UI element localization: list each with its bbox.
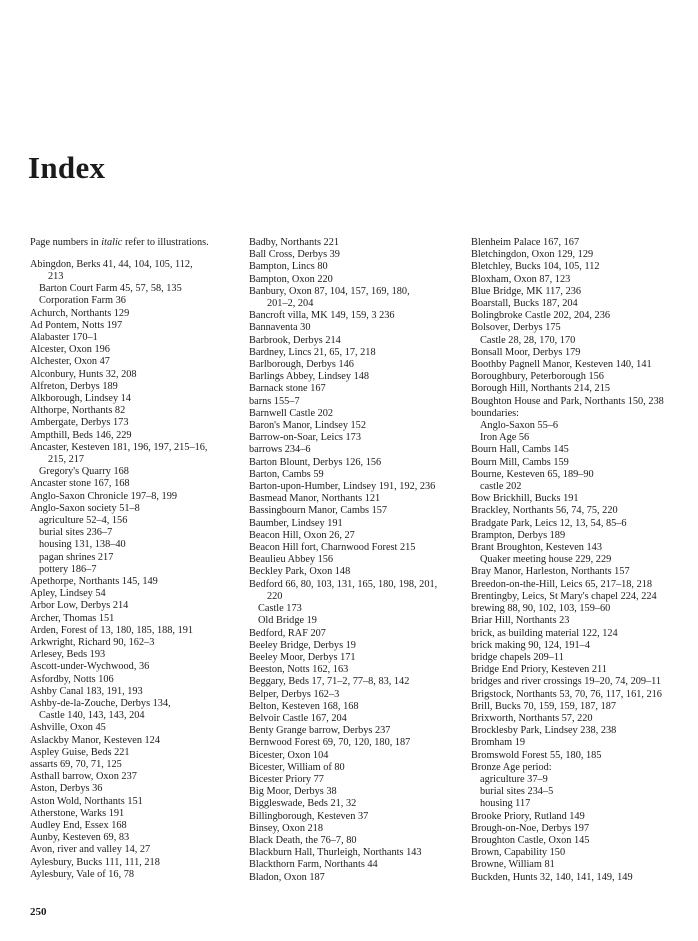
index-entry: Beeston, Notts 162, 163 xyxy=(249,664,349,676)
index-subentry: Old Bridge 19 xyxy=(258,615,317,627)
index-entry: Bampton, Oxon 220 xyxy=(249,273,333,285)
index-entry: Bromswold Forest 55, 180, 185 xyxy=(471,749,602,761)
index-entry: Bourn Hall, Cambs 145 xyxy=(471,444,569,456)
index-column-1 xyxy=(30,237,240,881)
note-prefix: Page numbers in xyxy=(30,237,102,248)
index-entry: Brentingby, Leics, St Mary's chapel 224, 224 xyxy=(471,590,657,602)
index-entry: Browne, William 81 xyxy=(471,859,555,871)
index-entry: Alfreton, Derbys 189 xyxy=(30,380,118,392)
index-entry: Blackthorn Farm, Northants 44 xyxy=(249,859,378,871)
index-entry: brick, as building material 122, 124 xyxy=(471,627,618,639)
index-entry: Bannaventa 30 xyxy=(249,322,311,334)
index-entry: Ampthill, Beds 146, 229 xyxy=(30,429,132,441)
index-entry: Apethorpe, Northants 145, 149 xyxy=(30,575,158,587)
index-entry: Alconbury, Hunts 32, 208 xyxy=(30,368,137,380)
index-entry: Bernwood Forest 69, 70, 120, 180, 187 xyxy=(249,737,411,749)
index-entry: Barton Blount, Derbys 126, 156 xyxy=(249,456,382,468)
index-entry: Achurch, Northants 129 xyxy=(30,307,130,319)
index-entry: barrows 234–6 xyxy=(249,444,311,456)
index-entry: Bardney, Lincs 21, 65, 17, 218 xyxy=(249,346,376,358)
index-entry: Arden, Forest of 13, 180, 185, 188, 191 xyxy=(30,624,194,636)
index-entry: boundaries: xyxy=(471,407,520,419)
index-entry: Boarstall, Bucks 187, 204 xyxy=(471,298,578,310)
index-subentry: Iron Age 56 xyxy=(480,432,530,444)
index-entry: Archer, Thomas 151 xyxy=(30,612,115,624)
index-subentry: 213 xyxy=(48,270,64,282)
index-entry: Apley, Lindsey 54 xyxy=(30,588,106,600)
index-entry: Barnwell Castle 202 xyxy=(249,407,334,419)
index-entry: Bancroft villa, MK 149, 159, 3 236 xyxy=(249,310,395,322)
index-subentry: housing 117 xyxy=(480,798,531,810)
index-entries-col-1 xyxy=(30,259,240,881)
index-entry: Ashby Canal 183, 191, 193 xyxy=(30,685,143,697)
index-entry: Ascott-under-Wychwood, 36 xyxy=(30,661,150,673)
index-entry: Bridge End Priory, Kesteven 211 xyxy=(471,664,607,676)
index-entry: Belper, Derbys 162–3 xyxy=(249,688,340,700)
index-entry: Brigstock, Northants 53, 70, 76, 117, 161, 216 xyxy=(471,688,662,700)
index-entry: Brill, Bucks 70, 159, 159, 187, 187 xyxy=(471,700,617,712)
index-entry: Broughton Castle, Oxon 145 xyxy=(471,834,590,846)
index-column-3 xyxy=(471,237,681,884)
index-entry: Audley End, Essex 168 xyxy=(30,820,127,832)
index-entry: Arkwright, Richard 90, 162–3 xyxy=(30,637,155,648)
index-entry: Bicester Priory 77 xyxy=(249,773,324,785)
index-entry: Breedon-on-the-Hill, Leics 65, 217–18, 218 xyxy=(471,578,653,590)
index-entry: Beeley Moor, Derbys 171 xyxy=(249,651,356,663)
index-entry: Benty Grange barrow, Derbys 237 xyxy=(249,725,391,737)
index-entry: brick making 90, 124, 191–4 xyxy=(471,639,590,651)
index-entry: Brampton, Derbys 189 xyxy=(471,529,566,541)
index-subentry: castle 202 xyxy=(480,481,522,493)
index-subentry: agriculture 37–9 xyxy=(480,773,548,785)
index-entry: Aunby, Kesteven 69, 83 xyxy=(30,832,130,844)
index-entry: Anglo-Saxon society 51–8 xyxy=(30,502,140,514)
index-entry: brewing 88, 90, 102, 103, 159–60 xyxy=(471,603,611,615)
page-title: Index xyxy=(28,150,106,185)
index-entry: Alkborough, Lindsey 14 xyxy=(30,392,131,404)
index-subentry: burial sites 234–5 xyxy=(480,786,554,798)
index-entry: Baumber, Lindsey 191 xyxy=(249,517,343,529)
index-entry: Billingborough, Kesteven 37 xyxy=(249,810,369,822)
index-subentry: burial sites 236–7 xyxy=(39,527,113,539)
index-entry: Beacon Hill fort, Charnwood Forest 215 xyxy=(249,542,416,554)
index-entry: Barton-upon-Humber, Lindsey 191, 192, 236 xyxy=(249,481,436,493)
index-entry: Aslackby Manor, Kesteven 124 xyxy=(30,734,160,746)
index-subentry: 215, 217 xyxy=(48,453,85,465)
index-entry: Bassingbourn Manor, Cambs 157 xyxy=(249,505,388,517)
index-entry: bridges and river crossings 19–20, 74, 209–11 xyxy=(471,676,662,688)
index-subentry: Gregory's Quarry 168 xyxy=(39,466,129,478)
index-entry: Bow Brickhill, Bucks 191 xyxy=(471,493,579,505)
index-entry: Boroughbury, Peterborough 156 xyxy=(471,371,604,383)
index-entry: Brant Broughton, Kesteven 143 xyxy=(471,542,602,554)
index-subentry: pottery 186–7 xyxy=(39,563,97,575)
index-entry: Alchester, Oxon 47 xyxy=(30,356,110,368)
index-entry: Beaulieu Abbey 156 xyxy=(249,554,334,566)
note-suffix: refer to illustrations. xyxy=(122,237,209,248)
index-entry: Ashville, Oxon 45 xyxy=(30,722,106,734)
index-entry: Bonsall Moor, Derbys 179 xyxy=(471,346,581,358)
index-subentry: 220 xyxy=(267,590,283,602)
index-entry: Ancaster, Kesteven 181, 196, 197, 215–16, xyxy=(30,441,208,453)
index-entry: Bicester, William of 80 xyxy=(249,761,345,773)
index-column-2 xyxy=(249,237,459,884)
index-entry: Barbrook, Derbys 214 xyxy=(249,334,341,346)
index-entry: Baron's Manor, Lindsey 152 xyxy=(249,420,366,432)
index-subentry: Corporation Farm 36 xyxy=(39,295,126,307)
index-entry: Banbury, Oxon 87, 104, 157, 169, 180, xyxy=(249,285,410,297)
index-entry: Bletchingdon, Oxon 129, 129 xyxy=(471,249,594,261)
index-entry: assarts 69, 70, 71, 125 xyxy=(30,759,122,771)
index-subentry: agriculture 52–4, 156 xyxy=(39,514,128,526)
index-entry: Abingdon, Berks 41, 44, 104, 105, 112, xyxy=(30,258,193,270)
index-entry: Alabaster 170–1 xyxy=(30,331,98,343)
index-entry: Bampton, Lincs 80 xyxy=(249,261,328,273)
index-subentry: Barton Court Farm 45, 57, 58, 135 xyxy=(39,283,182,295)
index-entry: Bradgate Park, Leics 12, 13, 54, 85–6 xyxy=(471,517,627,529)
index-entry: Aston Wold, Northants 151 xyxy=(30,795,143,807)
index-entry: Brown, Capability 150 xyxy=(471,847,566,859)
index-entry: Althorpe, Northants 82 xyxy=(30,405,126,417)
index-entry: barns 155–7 xyxy=(249,395,300,407)
index-entry: Belvoir Castle 167, 204 xyxy=(249,712,347,724)
index-entry: Ashby-de-la-Zouche, Derbys 134, xyxy=(30,698,171,710)
index-entry: Beeley Bridge, Derbys 19 xyxy=(249,639,356,651)
index-entry: bridge chapels 209–11 xyxy=(471,651,564,663)
index-entries-col-3 xyxy=(471,237,681,884)
index-entry: Bladon, Oxon 187 xyxy=(249,871,325,883)
index-entry: Blackburn Hall, Thurleigh, Northants 143 xyxy=(249,847,422,859)
index-entry: Brough-on-Noe, Derbys 197 xyxy=(471,822,590,834)
index-entry: Brackley, Northants 56, 74, 75, 220 xyxy=(471,505,618,517)
index-entry: Barnack stone 167 xyxy=(249,383,326,395)
index-subentry: Anglo-Saxon 55–6 xyxy=(480,420,559,432)
index-subentry: 201–2, 204 xyxy=(267,298,314,310)
index-entry: Brooke Priory, Rutland 149 xyxy=(471,810,585,822)
index-entry: Bloxham, Oxon 87, 123 xyxy=(471,273,571,285)
index-entry: Bourne, Kesteven 65, 189–90 xyxy=(471,468,594,480)
index-entry: Beckley Park, Oxon 148 xyxy=(249,566,351,578)
index-subentry: Castle 140, 143, 143, 204 xyxy=(39,710,145,722)
index-entry: Bedford 66, 80, 103, 131, 165, 180, 198, 201, xyxy=(249,578,438,590)
index-entry: Boothby Pagnell Manor, Kesteven 140, 141 xyxy=(471,359,652,371)
index-entry: Atherstone, Warks 191 xyxy=(30,807,125,819)
index-entry: Blue Bridge, MK 117, 236 xyxy=(471,285,582,297)
index-note xyxy=(30,237,240,249)
index-entry: Beggary, Beds 17, 71–2, 77–8, 83, 142 xyxy=(249,676,410,688)
index-entry: Buckden, Hunts 32, 140, 141, 149, 149 xyxy=(471,871,633,883)
index-entry: Blenheim Palace 167, 167 xyxy=(471,237,580,248)
index-entry: Binsey, Oxon 218 xyxy=(249,822,323,834)
index-entry: Barlings Abbey, Lindsey 148 xyxy=(249,371,370,383)
index-entry: Biggleswade, Beds 21, 32 xyxy=(249,798,357,810)
index-entry: Asfordby, Notts 106 xyxy=(30,673,114,685)
index-entry: Aylesbury, Bucks 111, 111, 218 xyxy=(30,856,160,868)
index-entry: Arlesey, Beds 193 xyxy=(30,649,106,661)
index-entry: Brocklesby Park, Lindsey 238, 238 xyxy=(471,725,617,737)
index-entry: Bronze Age period: xyxy=(471,761,552,773)
index-entry: Ball Cross, Derbys 39 xyxy=(249,249,340,261)
index-entry: Barrow-on-Soar, Leics 173 xyxy=(249,432,361,444)
index-entry: Briar Hill, Northants 23 xyxy=(471,615,570,627)
index-entry: Borough Hill, Northants 214, 215 xyxy=(471,383,611,395)
index-entry: Bray Manor, Harleston, Northants 157 xyxy=(471,566,630,578)
index-entry: Bedford, RAF 207 xyxy=(249,627,326,639)
index-entry: Anglo-Saxon Chronicle 197–8, 199 xyxy=(30,490,178,502)
index-entry: Belton, Kesteven 168, 168 xyxy=(249,700,359,712)
index-subentry: Quaker meeting house 229, 229 xyxy=(480,554,612,566)
index-entry: Bromham 19 xyxy=(471,737,526,749)
index-entry: Asthall barrow, Oxon 237 xyxy=(30,771,137,783)
index-subentry: Castle 28, 28, 170, 170 xyxy=(480,334,576,346)
index-entry: Bletchley, Bucks 104, 105, 112 xyxy=(471,261,600,273)
index-entry: Bolsover, Derbys 175 xyxy=(471,322,561,334)
index-entry: Ad Pontem, Notts 197 xyxy=(30,319,123,331)
index-entry: Bicester, Oxon 104 xyxy=(249,749,329,761)
index-entry: Ambergate, Derbys 173 xyxy=(30,417,129,429)
index-entry: Bolingbroke Castle 202, 204, 236 xyxy=(471,310,610,322)
index-subentry: housing 131, 138–40 xyxy=(39,539,126,551)
index-entry: Alcester, Oxon 196 xyxy=(30,344,110,356)
index-entry: Beacon Hill, Oxon 26, 27 xyxy=(249,529,355,541)
index-subentry: Castle 173 xyxy=(258,603,302,615)
index-entry: Brixworth, Northants 57, 220 xyxy=(471,712,593,724)
page-number: 250 xyxy=(30,906,47,918)
index-entry: Barton, Cambs 59 xyxy=(249,468,324,480)
note-italic: italic xyxy=(101,237,123,248)
index-entry: Arbor Low, Derbys 214 xyxy=(30,600,129,612)
index-entry: Black Death, the 76–7, 80 xyxy=(249,834,357,846)
index-entry: Aspley Guise, Beds 221 xyxy=(30,746,130,758)
index-entry: Ancaster stone 167, 168 xyxy=(30,478,130,490)
index-subentry: pagan shrines 217 xyxy=(39,551,114,563)
index-entry: Aston, Derbys 36 xyxy=(30,783,103,795)
index-entry: Basmead Manor, Northants 121 xyxy=(249,493,381,505)
index-entry: Avon, river and valley 14, 27 xyxy=(30,844,151,856)
index-entry: Badby, Northants 221 xyxy=(249,237,339,248)
index-entry: Big Moor, Derbys 38 xyxy=(249,786,337,798)
index-entry: Boughton House and Park, Northants 150, 238 xyxy=(471,395,664,407)
spacer xyxy=(30,249,240,259)
index-entry: Aylesbury, Vale of 16, 78 xyxy=(30,868,135,880)
index-entry: Barlborough, Derbys 146 xyxy=(249,359,354,371)
index-entry: Bourn Mill, Cambs 159 xyxy=(471,456,569,468)
index-entries-col-2 xyxy=(249,237,459,884)
